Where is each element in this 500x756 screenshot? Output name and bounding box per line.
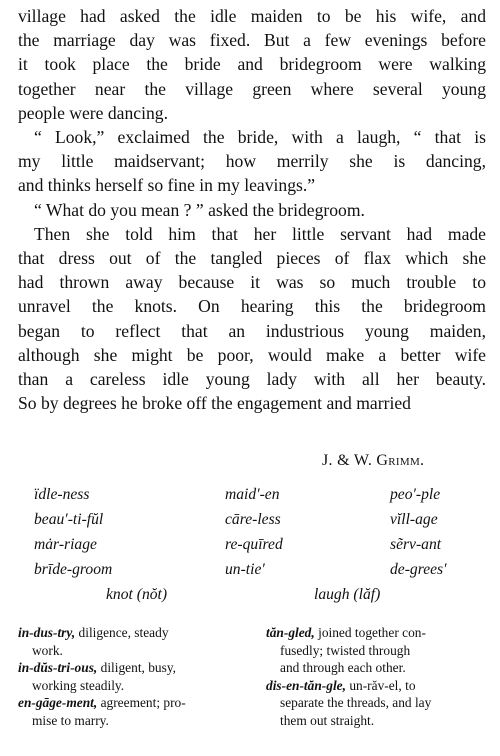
story-text bbox=[18, 4, 486, 415]
pronunciation-entry: laugh (lăf) bbox=[314, 586, 381, 603]
defined-word: dis-en-tăn-gle, bbox=[266, 677, 346, 693]
definition-entry bbox=[266, 677, 488, 730]
vocab-word: peo′-ple bbox=[390, 486, 441, 503]
definition-entry bbox=[18, 624, 246, 659]
definitions-right-column bbox=[266, 624, 488, 730]
text-line: people were dancing. bbox=[18, 102, 168, 123]
definition-text: diligence, steady bbox=[78, 625, 169, 640]
definition-text: joined together con- bbox=[318, 625, 426, 640]
definition-continuation: working steadily. bbox=[32, 677, 125, 693]
text-line: together near the village green where several young bbox=[18, 78, 486, 99]
defined-word: in-dus-try, bbox=[18, 625, 76, 640]
vocab-word: cāre-less bbox=[225, 511, 281, 528]
vocab-word: ïdle-ness bbox=[34, 486, 90, 503]
author-signature: J. & W. Grimm. bbox=[322, 452, 425, 469]
paragraph bbox=[18, 125, 486, 198]
text-line: although she might be poor, would make a better wife bbox=[18, 344, 486, 365]
definition-entry bbox=[18, 694, 246, 729]
text-line: So by degrees he broke off the engagement and married bbox=[18, 393, 411, 414]
definition-text: agreement; pro- bbox=[100, 695, 186, 711]
text-line: the marriage day was fixed. But a few evenings before bbox=[18, 30, 486, 51]
definition-continuation: separate the threads, and lay them out straight. bbox=[280, 695, 432, 728]
definition-text: diligent, busy, bbox=[100, 660, 177, 676]
vocab-word: sẽrv-ant bbox=[390, 536, 442, 553]
defined-word: en-gāge-ment, bbox=[18, 695, 98, 711]
vocab-word: mȧr-riage bbox=[34, 536, 97, 553]
pronunciation-entry: knot (nŏt) bbox=[106, 586, 168, 603]
vocab-word: maid′-en bbox=[225, 486, 280, 503]
definition-entry bbox=[266, 624, 488, 677]
text-line: than a careless idle young lady with all her beauty. bbox=[18, 369, 486, 390]
definition-entry bbox=[18, 659, 246, 694]
vocab-word: beau′-ti-fŭl bbox=[34, 511, 104, 528]
vocab-word: de-grees′ bbox=[390, 561, 447, 578]
definition-continuation: mise to marry. bbox=[32, 712, 109, 728]
defined-word: in-dŭs-tri-ous, bbox=[18, 660, 98, 676]
text-line: it took place the bride and bridegroom were walking bbox=[18, 54, 486, 75]
paragraph bbox=[18, 222, 486, 416]
text-line: that dress out of the tangled pieces of flax which she bbox=[18, 248, 486, 269]
text-line: Then she told him that her little servant had made bbox=[34, 223, 486, 244]
definitions-left-column bbox=[18, 624, 246, 730]
vocab-word: re-quīred bbox=[225, 536, 283, 553]
text-line: “ What do you mean ? ” asked the bridegroom. bbox=[34, 199, 365, 220]
definition-text: un-răv-el, to bbox=[349, 677, 416, 693]
defined-word: tăn-gled, bbox=[266, 625, 315, 640]
vocab-word: vĭll-age bbox=[390, 511, 438, 528]
vocab-word: un-tie′ bbox=[225, 561, 265, 578]
text-line: had thrown away because it was so much trouble to bbox=[18, 272, 486, 293]
text-line: and thinks herself so fine in my leavings.” bbox=[18, 175, 316, 196]
definition-continuation: fusedly; twisted through and through each other. bbox=[280, 642, 411, 676]
text-line: unravel the knots. On hearing this the bridegroom bbox=[18, 296, 486, 317]
text-line: began to reflect that an industrious young maiden, bbox=[18, 320, 486, 341]
text-line: “ Look,” exclaimed the bride, with a laugh, “ that is bbox=[34, 127, 486, 148]
text-line: village had asked the idle maiden to be his wife, and bbox=[18, 6, 486, 26]
paragraph bbox=[18, 4, 486, 125]
definition-continuation: work. bbox=[32, 642, 63, 658]
text-line: my little maidservant; how merrily she is dancing, bbox=[18, 151, 486, 172]
paragraph bbox=[18, 198, 486, 222]
vocab-word: brīde-groom bbox=[34, 561, 113, 578]
